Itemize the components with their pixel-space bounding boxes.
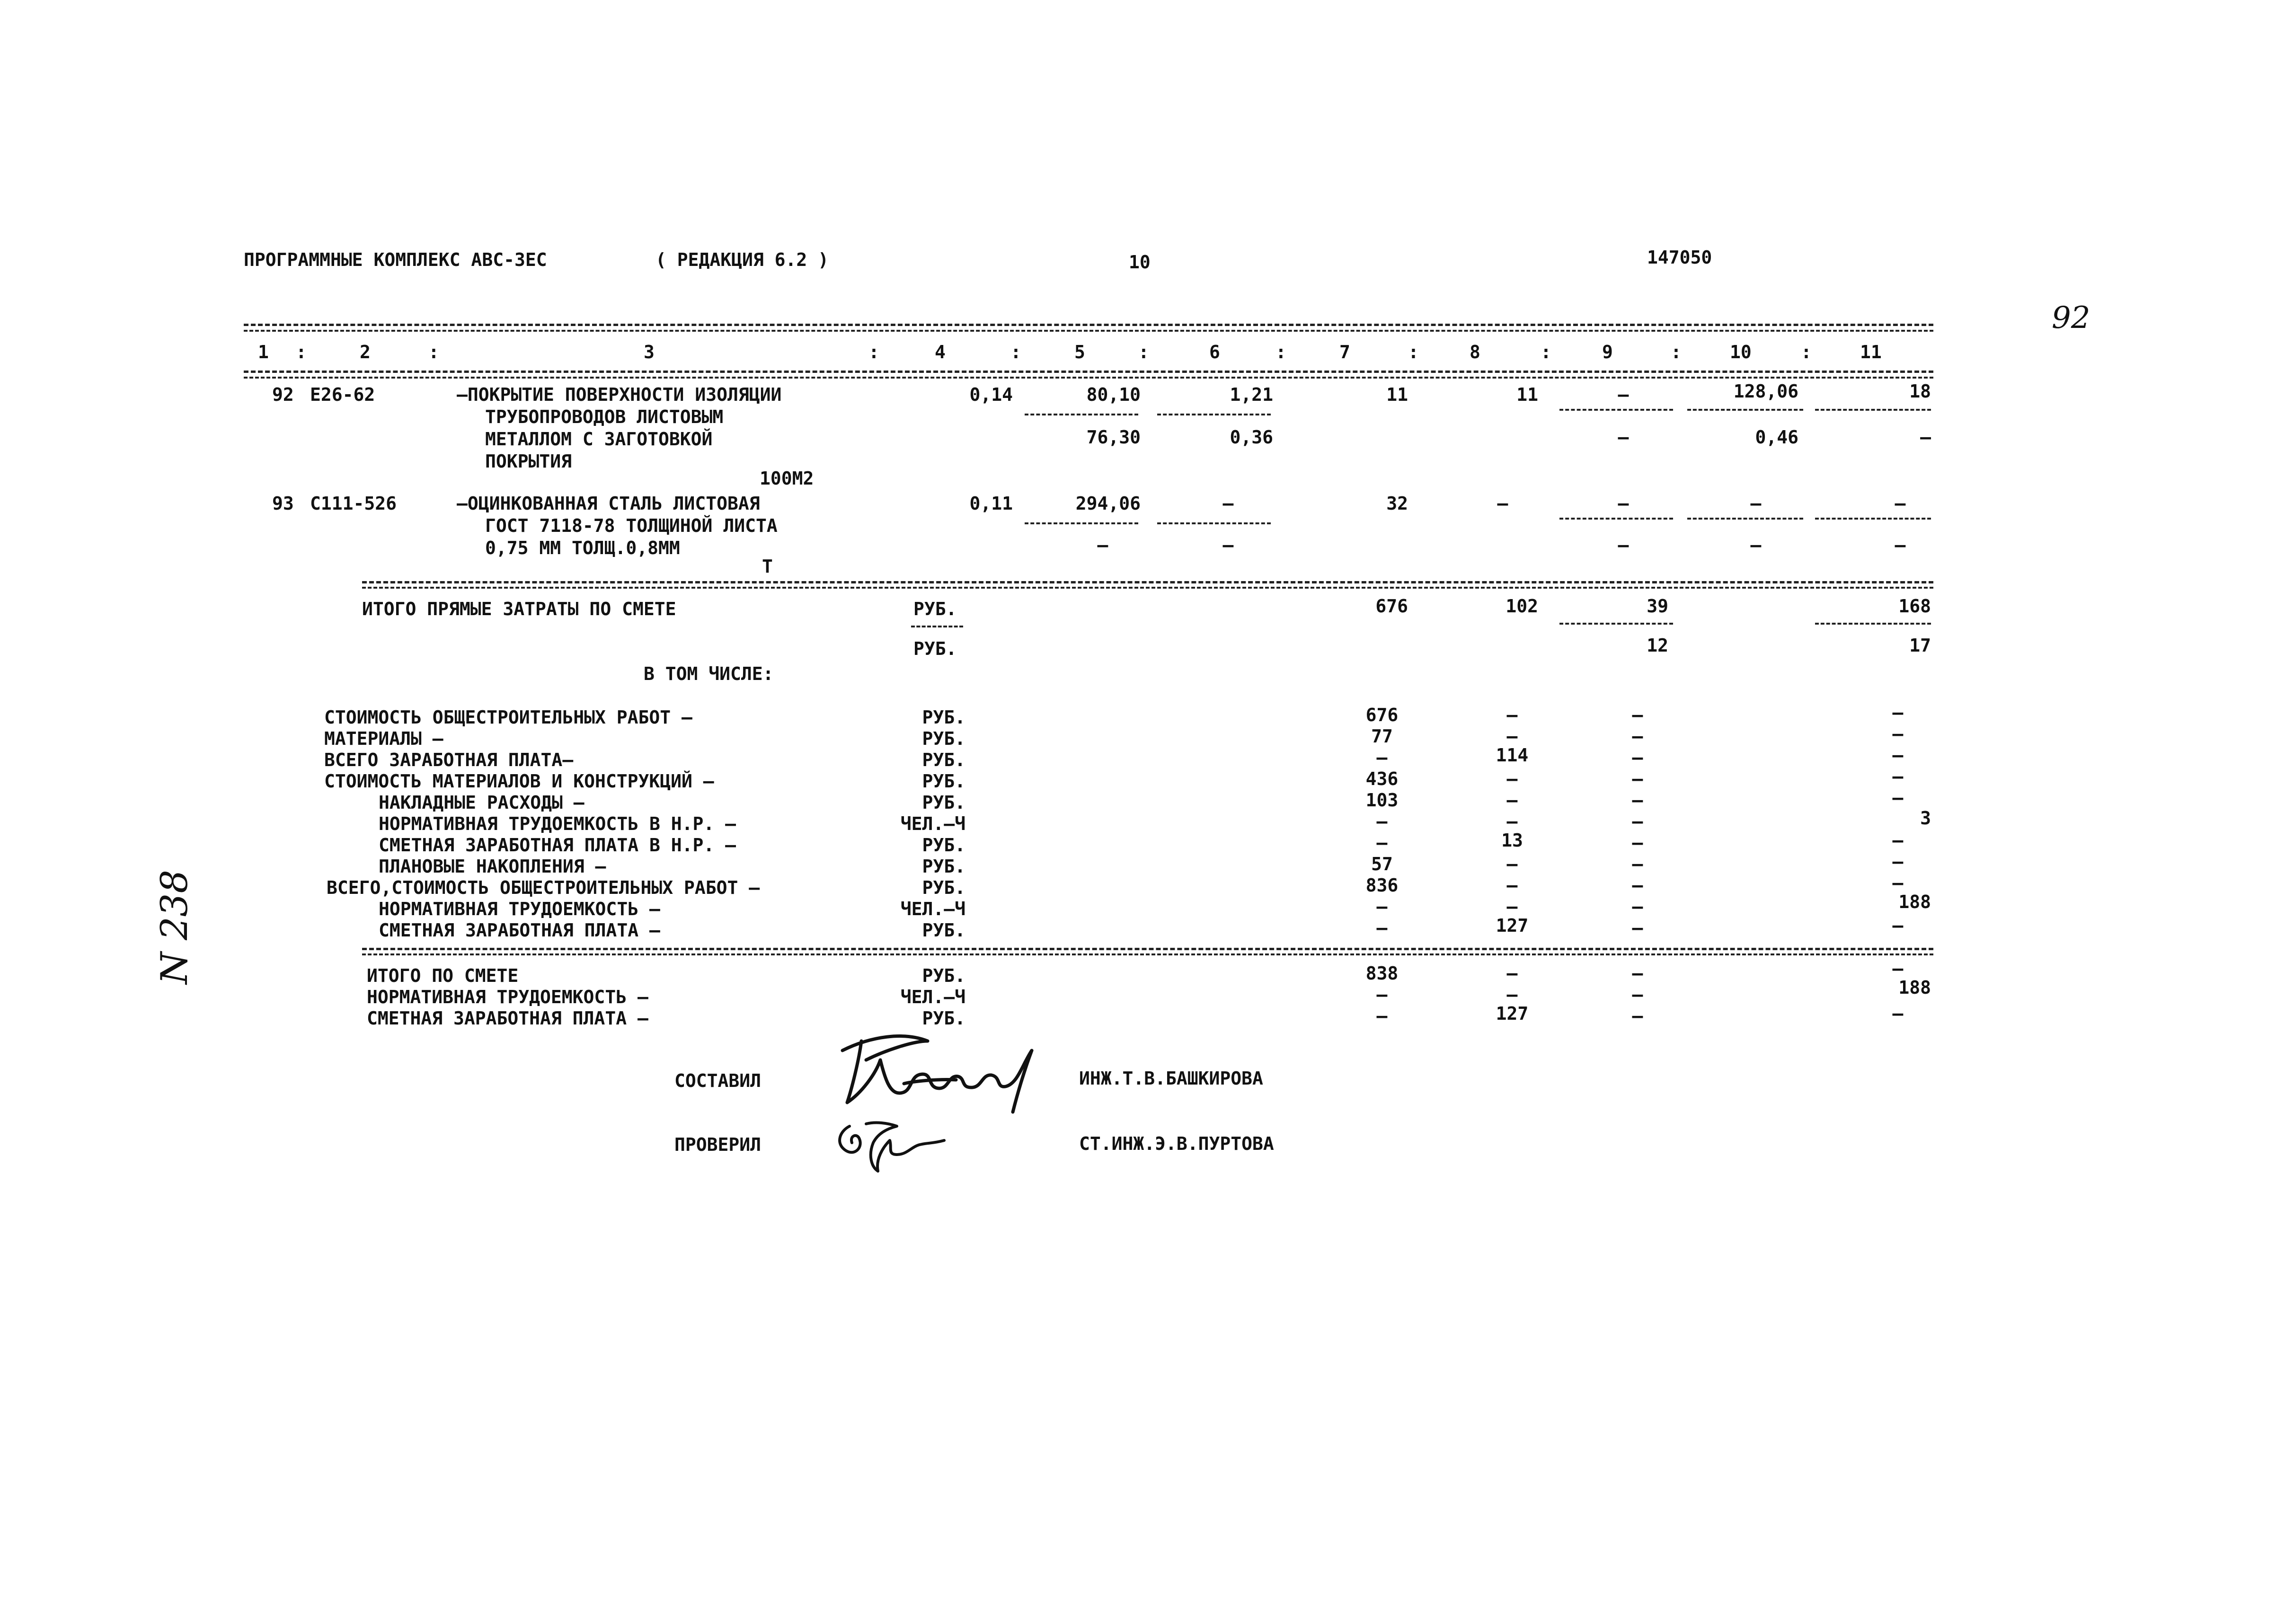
- underline: [1687, 409, 1803, 411]
- col6-value-b: –: [1222, 535, 1234, 556]
- list-col7: 836: [1365, 875, 1399, 896]
- direct-total-labor: 168: [1898, 596, 1931, 617]
- grand-total-col7: 838: [1365, 963, 1399, 984]
- signature-2: [831, 1114, 958, 1176]
- list-unit: РУБ.: [922, 856, 965, 877]
- work-description: –ПОКРЫТИЕ ПОВЕРХНОСТИ ИЗОЛЯЦИИ: [457, 384, 782, 405]
- list-unit: РУБ.: [922, 771, 965, 792]
- table-top-rule: [244, 324, 1933, 326]
- list-item: НОРМАТИВНАЯ ТРУДОЕМКОСТЬ В Н.Р. –: [379, 813, 736, 834]
- wage-cost: 11: [1516, 384, 1538, 405]
- archive-mark: N 238: [153, 870, 196, 984]
- column-header: 2: [360, 342, 371, 362]
- col6-value: –: [1222, 493, 1234, 514]
- list-col9: –: [1632, 918, 1643, 938]
- quantity: 0,14: [969, 384, 1013, 405]
- direct-total-wage: 102: [1506, 596, 1538, 617]
- column-separator: :: [868, 342, 879, 362]
- checked-by: СТ.ИНЖ.Э.В.ПУРТОВА: [1079, 1133, 1274, 1154]
- unit-cost: 294,06: [1075, 493, 1141, 514]
- direct-total-label: ИТОГО ПРЯМЫЕ ЗАТРАТЫ ПО СМЕТЕ: [362, 599, 676, 619]
- quantity: 0,11: [969, 493, 1013, 514]
- page-number: 92: [2052, 300, 2090, 335]
- list-col8: 13: [1501, 830, 1523, 851]
- underline: [1687, 518, 1803, 520]
- list-col11: –: [1892, 915, 1904, 936]
- column-header: 10: [1730, 342, 1752, 362]
- col9-value-b: –: [1618, 427, 1629, 448]
- list-item: НОРМАТИВНАЯ ТРУДОЕМКОСТЬ –: [379, 899, 660, 919]
- list-unit: РУБ.: [922, 877, 965, 898]
- list-unit: ЧЕЛ.–Ч: [900, 813, 965, 834]
- list-col9: –: [1632, 768, 1643, 789]
- underline: [1025, 414, 1138, 415]
- underline: [1815, 518, 1931, 520]
- wage-cost: –: [1497, 493, 1508, 514]
- grand-total-rule-2: [362, 953, 1933, 955]
- document-code: 147050: [1647, 247, 1712, 268]
- list-col8: –: [1506, 726, 1518, 747]
- row-number: 92: [272, 384, 294, 405]
- grand-total-col8: –: [1506, 984, 1518, 1005]
- list-col9: –: [1632, 726, 1643, 747]
- underline: [1157, 522, 1271, 524]
- list-col9: –: [1632, 790, 1643, 811]
- list-unit: РУБ.: [922, 792, 965, 813]
- rows-bottom-rule: [362, 581, 1933, 583]
- column-header: 8: [1470, 342, 1480, 362]
- list-unit: РУБ.: [922, 835, 965, 856]
- list-unit: ЧЕЛ.–Ч: [900, 899, 965, 919]
- list-col8: 127: [1496, 915, 1529, 936]
- column-header: 7: [1339, 342, 1350, 362]
- grand-total-label: ИТОГО ПО СМЕТЕ: [367, 965, 519, 986]
- grand-total-label: СМЕТНАЯ ЗАРАБОТНАЯ ПЛАТА –: [367, 1008, 648, 1029]
- column-separator: :: [1801, 342, 1812, 362]
- including-label: В ТОМ ЧИСЛЕ:: [644, 663, 774, 684]
- underline: [1815, 623, 1931, 625]
- grand-total-unit: ЧЕЛ.–Ч: [900, 987, 965, 1007]
- direct-total-col9-b: 12: [1647, 635, 1668, 656]
- program-edition: ( РЕДАКЦИЯ 6.2 ): [655, 249, 829, 270]
- list-col7: –: [1376, 811, 1388, 832]
- column-separator: :: [1275, 342, 1286, 362]
- grand-total-col7: –: [1376, 1006, 1388, 1026]
- header-bottom-rule: [244, 371, 1933, 373]
- checked-label: ПРОВЕРИЛ: [674, 1134, 762, 1155]
- list-col7: –: [1376, 918, 1388, 938]
- grand-total-col8: –: [1506, 963, 1518, 984]
- list-col11: –: [1892, 851, 1904, 872]
- col10-value: –: [1750, 493, 1762, 514]
- col6-value-b: 0,36: [1230, 427, 1273, 448]
- list-col11: 188: [1898, 891, 1931, 912]
- work-description: ПОКРЫТИЯ: [485, 451, 572, 472]
- list-col11: –: [1892, 745, 1904, 766]
- list-item: СМЕТНАЯ ЗАРАБОТНАЯ ПЛАТА –: [379, 920, 660, 941]
- list-col11: –: [1892, 702, 1904, 723]
- grand-total-col11: –: [1892, 1003, 1904, 1024]
- grand-total-rule: [362, 948, 1933, 950]
- col9-value: –: [1618, 384, 1629, 405]
- list-item: ВСЕГО,СТОИМОСТЬ ОБЩЕСТРОИТЕЛЬНЫХ РАБОТ –: [327, 877, 760, 898]
- underline: [911, 626, 963, 627]
- column-header: 6: [1209, 342, 1220, 362]
- signature-1: [833, 1022, 1041, 1117]
- list-col8: –: [1506, 705, 1518, 725]
- col6-value: 1,21: [1230, 384, 1273, 405]
- column-separator: :: [1541, 342, 1551, 362]
- unit-cost-wage: –: [1097, 535, 1108, 556]
- list-item: МАТЕРИАЛЫ –: [324, 728, 443, 749]
- underline: [1815, 409, 1931, 411]
- list-col7: 103: [1365, 790, 1399, 811]
- list-col8: 114: [1496, 745, 1529, 766]
- col9-value-b: –: [1618, 535, 1629, 556]
- grand-total-col9: –: [1632, 963, 1643, 984]
- program-name: ПРОГРАММНЫЕ КОМПЛЕКС АВС-3ЕС: [244, 249, 547, 270]
- direct-total-unit: РУБ.: [913, 599, 957, 619]
- work-description: 0,75 ММ ТОЛЩ.0,8ММ: [485, 538, 680, 558]
- direct-total-unit-b: РУБ.: [913, 638, 957, 659]
- column-separator: :: [1671, 342, 1682, 362]
- list-col11: –: [1892, 766, 1904, 787]
- column-header: 4: [935, 342, 946, 362]
- underline: [1559, 409, 1673, 411]
- underline: [1559, 518, 1673, 520]
- rows-bottom-rule-2: [362, 587, 1933, 589]
- list-col9: –: [1632, 747, 1643, 768]
- list-col7: –: [1376, 832, 1388, 853]
- total-cost: 11: [1386, 384, 1408, 405]
- list-col7: 676: [1365, 705, 1399, 725]
- list-col7: 436: [1365, 768, 1399, 789]
- list-item: СМЕТНАЯ ЗАРАБОТНАЯ ПЛАТА В Н.Р. –: [379, 835, 736, 856]
- work-description: –ОЦИНКОВАННАЯ СТАЛЬ ЛИСТОВАЯ: [457, 493, 760, 514]
- list-col9: –: [1632, 832, 1643, 853]
- measure-unit: 100М2: [760, 468, 814, 489]
- list-col7: –: [1376, 747, 1388, 768]
- col9-value: –: [1618, 493, 1629, 514]
- list-item: НАКЛАДНЫЕ РАСХОДЫ –: [379, 792, 585, 813]
- list-col8: –: [1506, 875, 1518, 896]
- labor-hours: 18: [1909, 381, 1931, 402]
- labor-hours-b: –: [1920, 427, 1931, 448]
- list-col7: 77: [1371, 726, 1393, 747]
- underline: [1157, 414, 1271, 415]
- grand-total-col8: 127: [1496, 1003, 1529, 1024]
- work-description: ТРУБОПРОВОДОВ ЛИСТОВЫМ: [485, 406, 724, 427]
- work-description: ГОСТ 7118-78 ТОЛЩИНОЙ ЛИСТА: [485, 515, 778, 536]
- direct-total-labor-b: 17: [1909, 635, 1931, 656]
- column-header: 5: [1074, 342, 1085, 362]
- underline: [1559, 623, 1673, 625]
- list-col8: –: [1506, 854, 1518, 874]
- list-col9: –: [1632, 811, 1643, 832]
- list-col11: –: [1892, 873, 1904, 893]
- header-bottom-rule-2: [244, 377, 1933, 379]
- grand-total-col7: –: [1376, 984, 1388, 1005]
- list-col7: –: [1376, 896, 1388, 917]
- labor-hours-b: –: [1895, 535, 1906, 556]
- list-col7: 57: [1371, 854, 1393, 874]
- list-unit: РУБ.: [922, 920, 965, 941]
- column-separator: :: [1138, 342, 1149, 362]
- work-description: МЕТАЛЛОМ С ЗАГОТОВКОЙ: [485, 429, 713, 450]
- col10-value-b: 0,46: [1755, 427, 1798, 448]
- grand-total-unit: РУБ.: [922, 1008, 965, 1029]
- compiled-label: СОСТАВИЛ: [674, 1070, 762, 1091]
- col10-value-b: –: [1750, 535, 1762, 556]
- col10-value: 128,06: [1733, 381, 1798, 402]
- list-col9: –: [1632, 896, 1643, 917]
- column-separator: :: [296, 342, 307, 362]
- list-col11: –: [1892, 724, 1904, 744]
- column-header: 9: [1602, 342, 1613, 362]
- list-col8: –: [1506, 896, 1518, 917]
- rate-code: С111-526: [310, 493, 397, 514]
- column-header: 11: [1860, 342, 1882, 362]
- grand-total-col9: –: [1632, 1006, 1643, 1026]
- table-top-rule-2: [244, 330, 1933, 332]
- rate-code: Е26-62: [310, 384, 375, 405]
- row-number: 93: [272, 493, 294, 514]
- list-col9: –: [1632, 875, 1643, 896]
- direct-total-col9: 39: [1647, 596, 1668, 617]
- list-col11: 3: [1920, 808, 1931, 829]
- measure-unit: Т: [762, 556, 773, 577]
- list-unit: РУБ.: [922, 750, 965, 770]
- column-header: 1: [258, 342, 269, 362]
- underline: [1025, 522, 1138, 524]
- list-item: СТОИМОСТЬ МАТЕРИАЛОВ И КОНСТРУКЦИЙ –: [324, 771, 714, 792]
- list-col8: –: [1506, 790, 1518, 811]
- column-separator: :: [1408, 342, 1419, 362]
- list-col11: –: [1892, 830, 1904, 851]
- sheet-number: 10: [1129, 252, 1151, 273]
- unit-cost-wage: 76,30: [1086, 427, 1141, 448]
- grand-total-col11: 188: [1898, 977, 1931, 998]
- list-item: СТОИМОСТЬ ОБЩЕСТРОИТЕЛЬНЫХ РАБОТ –: [324, 707, 692, 728]
- list-col8: –: [1506, 811, 1518, 832]
- grand-total-unit: РУБ.: [922, 965, 965, 986]
- total-cost: 32: [1386, 493, 1408, 514]
- grand-total-col11: –: [1892, 958, 1904, 979]
- grand-total-col9: –: [1632, 984, 1643, 1005]
- unit-cost: 80,10: [1086, 384, 1141, 405]
- direct-total-cost: 676: [1375, 596, 1408, 617]
- list-col8: –: [1506, 768, 1518, 789]
- list-col9: –: [1632, 854, 1643, 874]
- column-separator: :: [428, 342, 439, 362]
- list-item: ПЛАНОВЫЕ НАКОПЛЕНИЯ –: [379, 856, 606, 877]
- list-col9: –: [1632, 705, 1643, 725]
- grand-total-label: НОРМАТИВНАЯ ТРУДОЕМКОСТЬ –: [367, 987, 648, 1007]
- list-col11: –: [1892, 787, 1904, 808]
- compiled-by: ИНЖ.Т.В.БАШКИРОВА: [1079, 1068, 1263, 1089]
- list-unit: РУБ.: [922, 728, 965, 749]
- list-unit: РУБ.: [922, 707, 965, 728]
- list-item: ВСЕГО ЗАРАБОТНАЯ ПЛАТА–: [324, 750, 574, 770]
- labor-hours: –: [1895, 493, 1906, 514]
- column-header: 3: [644, 342, 655, 362]
- column-separator: :: [1010, 342, 1021, 362]
